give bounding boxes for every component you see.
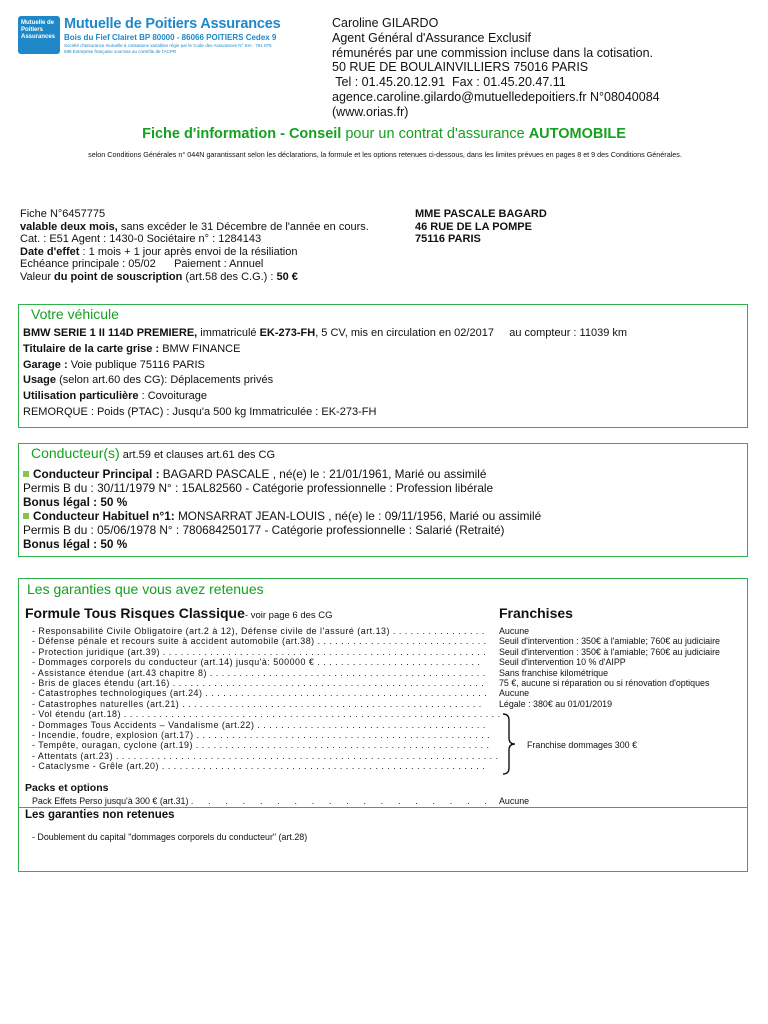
titulaire-label: Titulaire de la carte grise : [23, 342, 160, 355]
guarantee-item: - Dommages corporels du conducteur (art.14) jusqu'à: 500000 € . . . . . . . . . . . . . . . . . . . . . . . . . . . . [32, 657, 481, 668]
agent-phone: Tel : 01.45.20.12.91 Fax : 01.45.20.47.11 [332, 75, 566, 90]
pack-franchise: Aucune [499, 796, 530, 806]
curly-brace-icon [499, 712, 519, 776]
valeur-d: 50 € [276, 270, 298, 283]
non-retained-item: - Doublement du capital "dommages corporels du conducteur" (art.28) [32, 832, 308, 842]
guarantee-item: - Défense pénale et recours suite à accident automobile (art.38) . . . . . . . . . . . . . . . . . . . . . . . . . . . . . [32, 636, 487, 647]
fiche-info [20, 208, 369, 284]
agent-block [332, 16, 660, 120]
agent-orias: (www.orias.fr) [332, 104, 409, 119]
valeur-a: Valeur [20, 270, 55, 283]
vehicle-section [18, 304, 748, 428]
immat-label: immatriculé [197, 327, 260, 339]
garage-label: Garage : [23, 358, 68, 371]
vehicle-remorque: REMORQUE : Poids (PTAC) : Jusqu'a 500 kg Immatriculée : EK-273-FH [23, 405, 377, 418]
guarantees-list [32, 626, 502, 772]
packs-title: Packs et options [25, 782, 109, 794]
usage-label: Usage [23, 374, 57, 387]
vehicle-usage [23, 373, 747, 389]
driver-habituel [23, 509, 747, 523]
utilisation-label: Utilisation particulière [23, 390, 139, 403]
client-name: MME PASCALE BAGARD [415, 208, 547, 220]
validity-bold: valable deux mois, [20, 220, 118, 233]
franchise-item: 75 €, aucune si réparation ou si rénovation d'optiques [499, 678, 710, 689]
franchise-item: Sans franchise kilométrique [499, 667, 609, 678]
drivers-title-row [31, 444, 747, 464]
principal-label: Conducteur Principal : [33, 467, 160, 481]
agent-email: agence.caroline.gilardo@mutuelledepoitiers.fr N°08040084 [332, 89, 660, 104]
client-city: 75116 PARIS [415, 233, 481, 246]
bullet-icon [23, 513, 29, 519]
fiche-effet [20, 246, 369, 259]
driver-principal-bonus: Bonus légal : 50 % [23, 495, 128, 509]
vehicle-garage [23, 358, 747, 374]
guarantee-item: - Dommages Tous Accidents – Vandalisme (art.22) . . . . . . . . . . . . . . . . . . . . . . . . . . . . . . . . . . . . . . . [32, 719, 486, 730]
section-divider [19, 807, 747, 808]
fiche-cat: Cat. : E51 Agent : 1430-0 Sociétaire n° : 1284143 [20, 233, 262, 246]
franchise-item: Légale : 380€ au 01/01/2019 [499, 698, 613, 709]
formule-row [25, 605, 333, 621]
company-fine-print: Société d'assurance mutuelle à cotisations variables régie par le Code des Assurances N° SIA : 781 075 598 Entreprise française soumise au contrôle de l'ACPR [64, 43, 272, 54]
vehicle-model: BMW SERIE 1 II 114D PREMIERE, [23, 327, 198, 339]
client-address [415, 208, 547, 246]
valeur-c: (art.58 des C.G.) : [182, 270, 277, 283]
franchise-item: Aucune [499, 688, 530, 699]
agent-role: Agent Général d'Assurance Exclusif [332, 30, 532, 45]
franchises-header: Franchises [499, 605, 573, 621]
vehicle-utilisation [23, 389, 747, 405]
guarantee-item: - Catastrophes technologiques (art.24) . . . . . . . . . . . . . . . . . . . . . . . . . . . . . . . . . . . . . . . . . . . . . . . . [32, 688, 488, 699]
vehicle-title: Votre véhicule [31, 306, 119, 322]
drivers-title-note: art.59 et clauses art.61 des CG [119, 449, 276, 461]
formule-name: Formule Tous Risques Classique [25, 605, 245, 621]
title-fiche: Fiche d'information - Conseil [142, 126, 342, 142]
company-logo-icon: Mutuelle de Poitiers Assurances [18, 16, 60, 54]
driver-habituel-bonus: Bonus légal : 50 % [23, 537, 128, 551]
company-name: Mutuelle de Poitiers Assurances [64, 16, 281, 32]
vehicle-details: , 5 CV, mis en circulation en 02/2017 au compteur : 11039 km [315, 327, 628, 339]
guarantee-item: - Protection juridique (art.39) . . . . . . . . . . . . . . . . . . . . . . . . . . . . . . . . . . . . . . . . . . . . . . . . . . . . . . . [32, 646, 487, 657]
pack-item: Pack Effets Perso jusqu'à 300 € (art.31) . . . . . . . . . . . . . . . . . . [32, 796, 487, 806]
guarantee-item: - Catastrophes naturelles (art.21) . . . . . . . . . . . . . . . . . . . . . . . . . . . . . . . . . . . . . . . . . . . . . . . . . . . [32, 698, 482, 709]
company-address: Bois du Fief Clairet BP 80000 - 86066 POITIERS Cedex 9 [64, 33, 277, 42]
titulaire-value: BMW FINANCE [159, 342, 241, 355]
non-retained-title: Les garanties non retenues [25, 809, 175, 821]
agent-remuneration: rémunérés par une commission incluse dans la cotisation. [332, 45, 653, 60]
driver-principal-permis: Permis B du : 30/11/1979 N° : 15AL82560 - Catégorie professionnelle : Profession libérale [23, 481, 494, 495]
page-title [0, 126, 768, 142]
franchises-list [499, 626, 720, 709]
utilisation-value: : Covoiturage [138, 390, 208, 403]
fiche-valeur [20, 271, 369, 284]
usage-value: (selon art.60 des CG): Déplacements privés [56, 374, 274, 387]
effet-value: : 1 mois + 1 jour après envoi de la résiliation [82, 245, 298, 258]
habituel-label: Conducteur Habituel n°1: [33, 509, 175, 523]
guarantee-item: - Assistance étendue (art.43 chapitre 8) . . . . . . . . . . . . . . . . . . . . . . . . . . . . . . . . . . . . . . . . . . . . . . . [32, 667, 486, 678]
franchise-item: Seuil d'intervention : 350€ à l'amiable; 760€ au judiciaire [499, 636, 720, 647]
fiche-number: Fiche N°6457775 [20, 208, 106, 220]
formule-note: - voir page 6 des CG [244, 610, 333, 621]
bullet-icon [23, 471, 29, 477]
effet-label: Date d'effet [20, 245, 80, 258]
guarantee-item: - Cataclysme - Grêle (art.20) . . . . . . . . . . . . . . . . . . . . . . . . . . . . . . . . . . . . . . . . . . . . . . . . . . . . . . . [32, 761, 486, 772]
franchise-dommages: Franchise dommages 300 € [527, 740, 638, 750]
driver-habituel-permis: Permis B du : 05/06/1978 N° : 780684250177 - Catégorie professionnelle : Salarié (Retraité) [23, 523, 505, 537]
habituel-value: MONSARRAT JEAN-LOUIS , né(e) le : 09/11/1956, Marié ou assimilé [174, 509, 542, 523]
fiche-validity [20, 221, 369, 234]
driver-principal [23, 467, 747, 481]
guarantees-section [18, 578, 748, 872]
title-product: AUTOMOBILE [528, 126, 626, 142]
guarantee-item: - Attentats (art.23) . . . . . . . . . . . . . . . . . . . . . . . . . . . . . . . . . . . . . . . . . . . . . . . . . . . . . . . . . . . . . . . . . [32, 750, 499, 761]
guarantees-title: Les garanties que vous avez retenues [27, 581, 264, 597]
vehicle-model-line [23, 326, 747, 342]
guarantee-item: - Responsabilité Civile Obligatoire (art.2 à 12), Défense civile de l'assuré (art.13) . . . . . . . . . . . . . . . . [32, 626, 485, 636]
title-middle: pour un contrat d'assurance [341, 126, 529, 142]
valeur-b: du point de souscription [54, 270, 183, 283]
drivers-section [18, 443, 748, 557]
guarantee-item: - Tempête, ouragan, cyclone (art.19) . . . . . . . . . . . . . . . . . . . . . . . . . . . . . . . . . . . . . . . . . . . . . . . . . . [32, 740, 490, 751]
fiche-echeance: Echéance principale : 05/02 Paiement : Annuel [20, 258, 264, 271]
agent-name: Caroline GILARDO [332, 16, 439, 30]
franchise-item: Seuil d'intervention : 350€ à l'amiable; 760€ au judiciaire [499, 646, 720, 657]
vehicle-titulaire [23, 342, 747, 358]
franchise-item: Aucune [499, 626, 530, 636]
client-street: 46 RUE DE LA POMPE [415, 220, 532, 233]
guarantee-item: - Bris de glaces étendu (art.16) . . . . . . . . . . . . . . . . . . . . . . . . . . . . . . . . . . . . . . . . . . . . . . . . . . . . . [32, 678, 485, 689]
agent-address: 50 RUE DE BOULAINVILLIERS 75016 PARIS [332, 60, 589, 75]
guarantee-item: - Incendie, foudre, explosion (art.17) . . . . . . . . . . . . . . . . . . . . . . . . . . . . . . . . . . . . . . . . . . . . . . . . . . [32, 730, 491, 741]
guarantee-item: - Vol étendu (art.18) . . . . . . . . . . . . . . . . . . . . . . . . . . . . . . . . . . . . . . . . . . . . . . . . . . . . . . . . . . . . . . . . [32, 709, 501, 720]
drivers-title: Conducteur(s) [31, 445, 120, 461]
franchise-item: Seuil d'intervention 10 % d'AIPP [499, 657, 626, 668]
garage-value: Voie publique 75116 PARIS [67, 358, 205, 371]
principal-value: BAGARD PASCALE , né(e) le : 21/01/1961, Marié ou assimilé [159, 467, 487, 481]
validity-rest: sans excéder le 31 Décembre de l'année en cours. [117, 220, 369, 233]
page-subtitle: selon Conditions Générales n° 044N garantissant selon les déclarations, la formule et les options retenues ci-dessous, dans les limites prévues en pages 8 et 9 des Conditions Générales. [88, 150, 682, 159]
vehicle-immat: EK-273-FH [259, 327, 316, 339]
